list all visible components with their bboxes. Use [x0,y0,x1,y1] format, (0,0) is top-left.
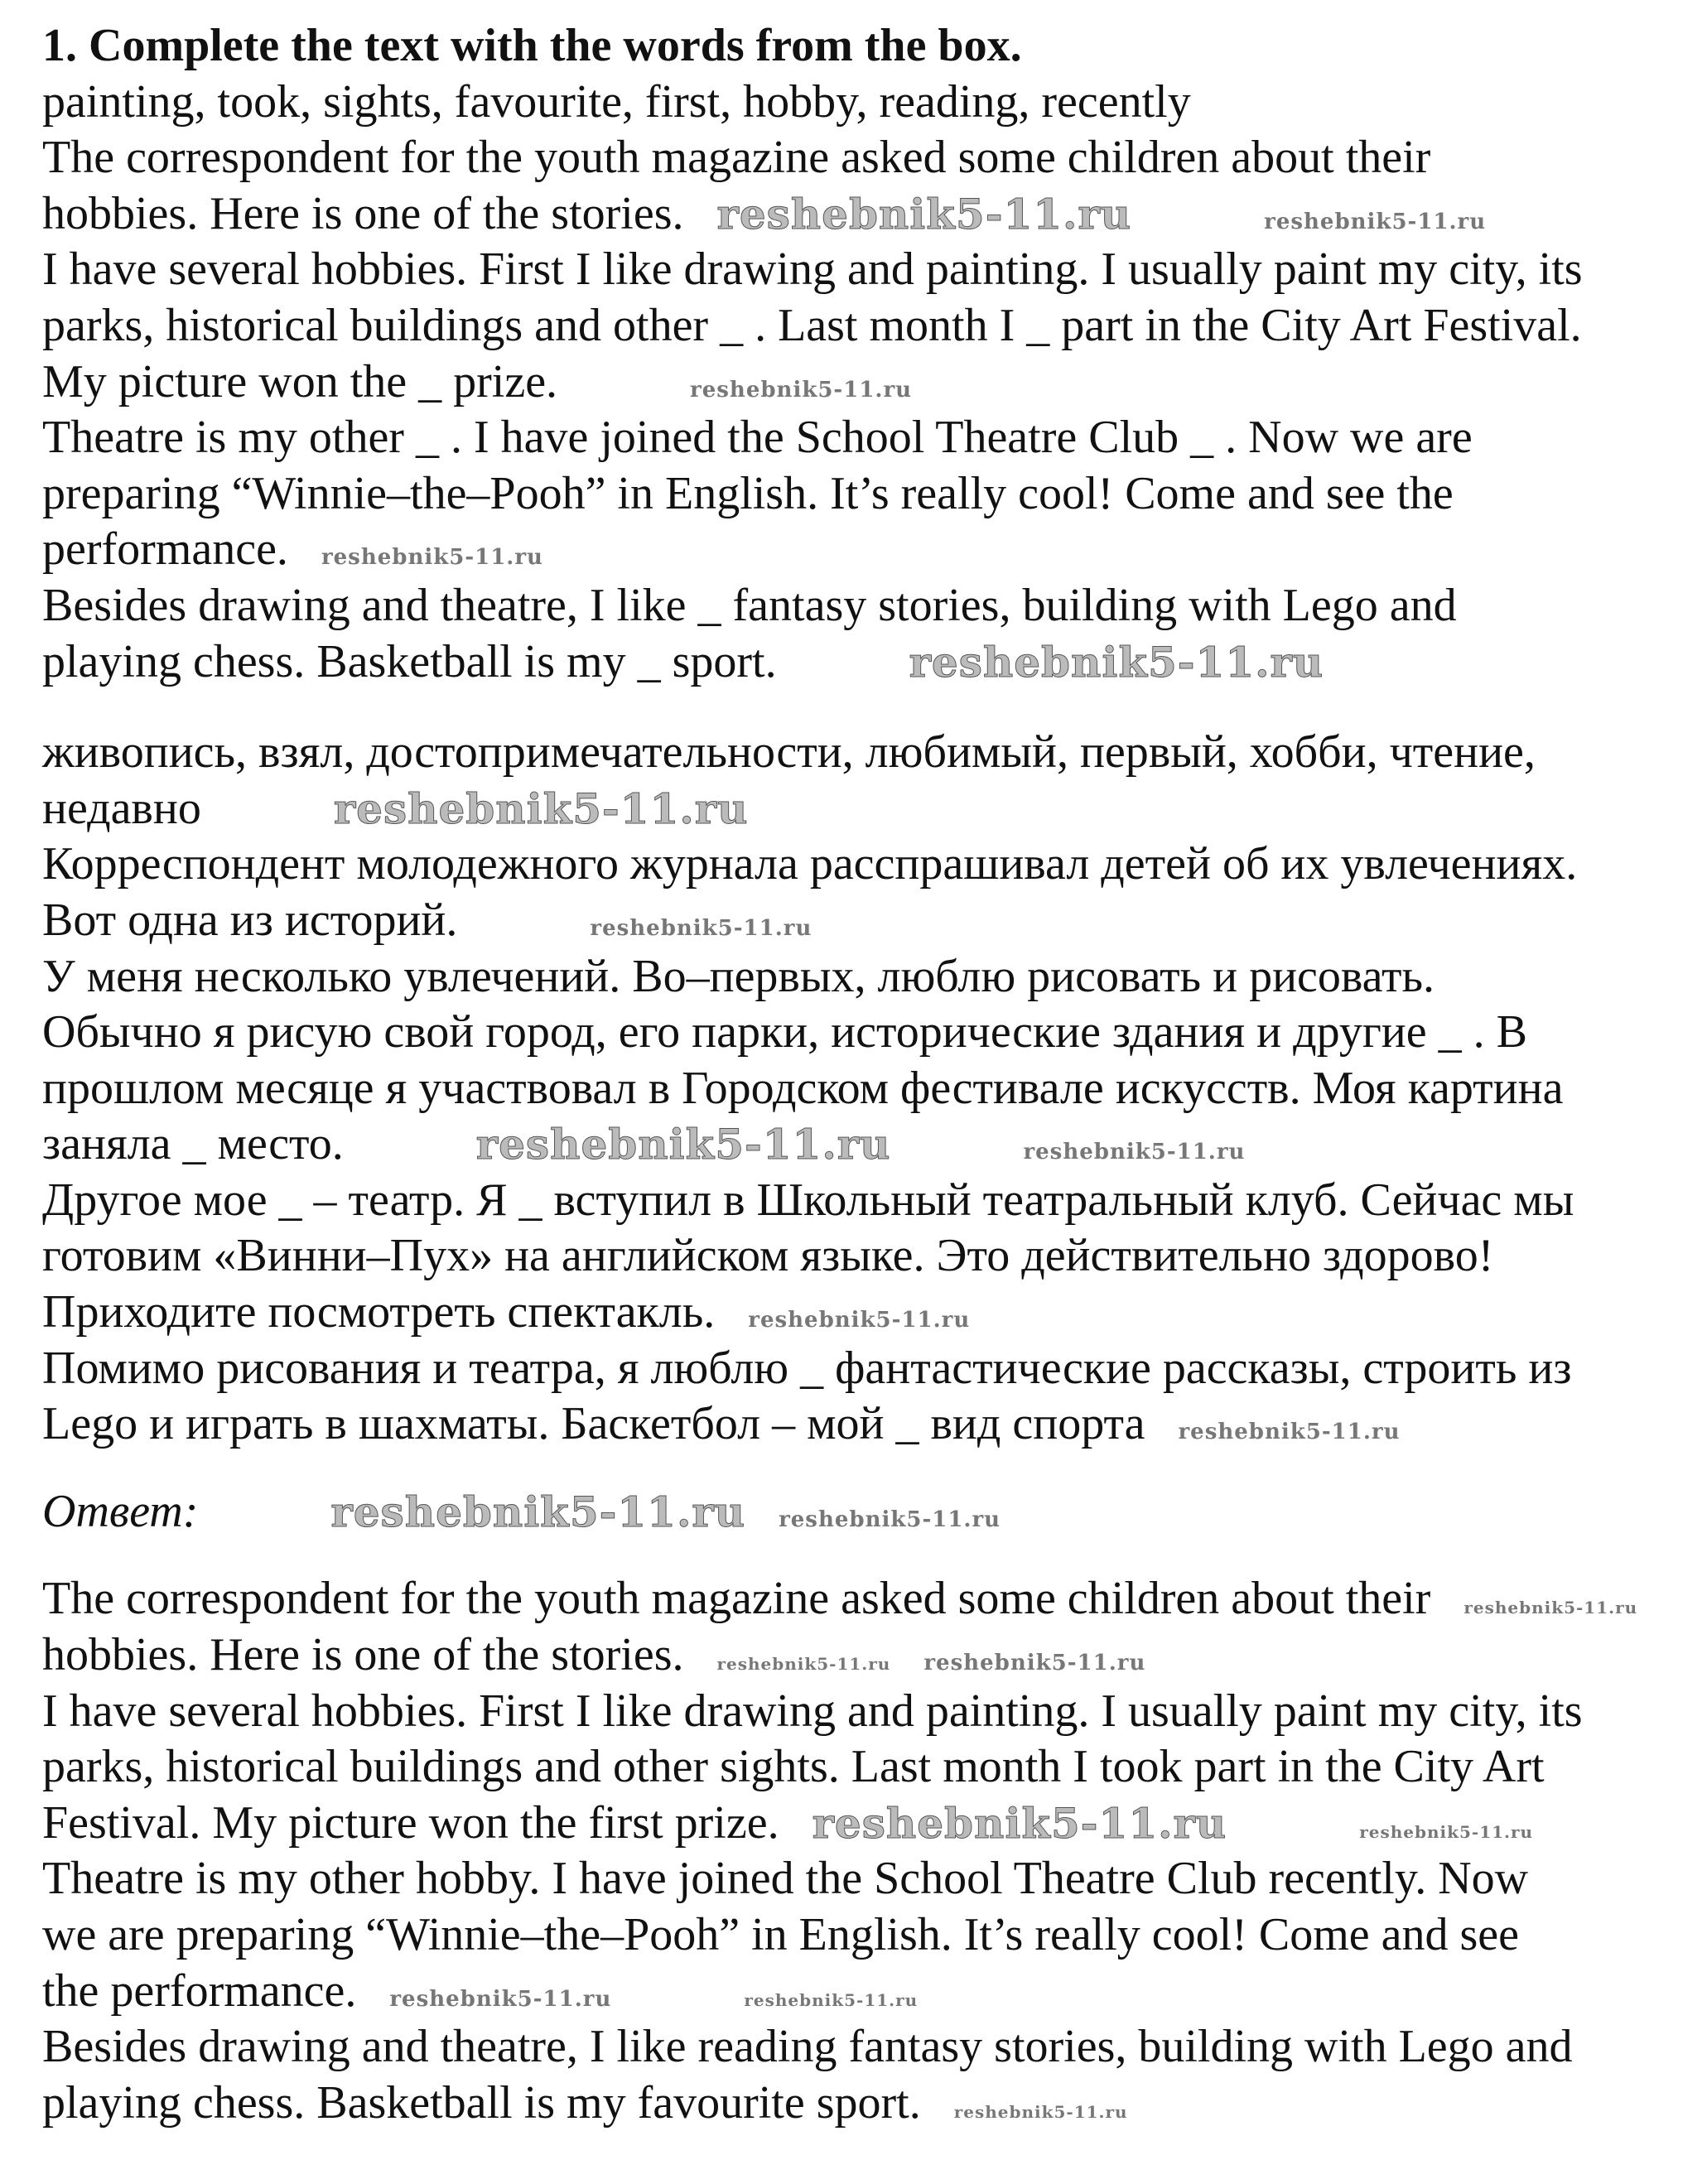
text-line [42,1285,1682,1341]
watermark: reshebnik5-11.ru [716,189,1132,239]
watermark: reshebnik5-11.ru [330,1487,746,1536]
document-page [42,18,1682,2131]
answer-label-line [42,1484,1682,1540]
text-line: Besides drawing and theatre, I like _ fantasy stories, building with Lego and [42,579,1457,631]
line-text: playing chess. Basketball is my favourite sport. [42,2076,921,2129]
line-text: Вот одна из историй. [42,894,458,946]
watermark: reshebnik5-11.ru [953,2101,1128,2122]
watermark: reshebnik5-11.ru [909,637,1324,687]
watermark: reshebnik5-11.ru [923,1651,1146,1676]
text-line [42,522,1682,578]
text-line: Обычно я рисую свой город, его парки, исторические здания и другие _ . В [42,1006,1527,1058]
watermark: reshebnik5-11.ru [744,1989,919,2010]
line-text: Lego и играть в шахматы. Баскетбол – мой _ вид спорта [42,1398,1145,1450]
text-line [42,781,1682,837]
line-text: playing chess. Basketball is my _ sport. [42,635,777,687]
line-text: hobbies. Here is one of the stories. [42,1629,684,1681]
answer-label: Ответ: [42,1485,199,1537]
text-line [42,1796,1682,1852]
text-line [42,2076,1682,2132]
text-line [42,1571,1682,1627]
line-text: Приходите посмотреть спектакль. [42,1286,716,1338]
watermark: reshebnik5-11.ru [779,1507,1001,1532]
watermark: reshebnik5-11.ru [321,545,543,571]
line-text: Festival. My picture won the first prize. [42,1796,779,1849]
text-line: готовим «Винни–Пух» на английском языке. Это действительно здорово! [42,1230,1494,1282]
watermark: reshebnik5-11.ru [1023,1140,1246,1165]
watermark: reshebnik5-11.ru [690,377,913,403]
watermark: reshebnik5-11.ru [475,1120,891,1169]
text-line [42,1116,1682,1173]
text-line: I have several hobbies. First I like drawing and painting. I usually paint my city, its [42,1685,1583,1737]
watermark: reshebnik5-11.ru [748,1308,971,1333]
text-line [42,893,1682,949]
text-line [42,354,1682,411]
text-line [42,186,1682,243]
text-line: Другое мое _ – театр. Я _ вступил в Школьный театральный клуб. Сейчас мы [42,1174,1574,1226]
watermark: reshebnik5-11.ru [1359,1821,1534,1842]
text-line: Помимо рисования и театра, я люблю _ фантастические рассказы, строить из [42,1342,1572,1394]
text-line: parks, historical buildings and other _ . Last month I _ part in the City Art Festival. [42,299,1582,351]
watermark: reshebnik5-11.ru [1264,209,1487,234]
text-line: У меня несколько увлечений. Во–первых, люблю рисовать и рисовать. [42,950,1435,1002]
watermark: reshebnik5-11.ru [333,783,749,833]
answer-text [42,1571,1682,2131]
translation-text [42,725,1682,1453]
line-text: hobbies. Here is one of the stories. [42,187,684,239]
line-text: performance. [42,523,288,576]
text-line: parks, historical buildings and other sights. Last month I took part in the City Art [42,1741,1545,1793]
exercise-title: 1. Complete the text with the words from the box. [42,20,1022,71]
watermark: reshebnik5-11.ru [590,915,813,941]
text-line [42,1964,1682,2020]
text-line [42,1627,1682,1684]
text-line: Theatre is my other _ . I have joined the School Theatre Club _ . Now we are [42,412,1473,464]
watermark: reshebnik5-11.ru [1463,1598,1638,1618]
line-text: недавно [42,782,201,834]
watermark: reshebnik5-11.ru [1178,1420,1401,1445]
watermark: reshebnik5-11.ru [716,1654,891,1675]
text-line: Besides drawing and theatre, I like reading fantasy stories, building with Lego and [42,2021,1573,2073]
line-text: My picture won the _ prize. [42,355,558,407]
watermark: reshebnik5-11.ru [812,1798,1227,1848]
line-text: The correspondent for the youth magazine asked some children about their [42,1573,1431,1625]
line-text: the performance. [42,1965,357,2017]
text-line: прошлом месяце я участвовал в Городском фестивале искусств. Моя картина [42,1062,1564,1114]
text-line: we are preparing “Winnie–the–Pooh” in English. It’s really cool! Come and see [42,1909,1519,1960]
watermark: reshebnik5-11.ru [389,1986,612,2012]
text-line: I have several hobbies. First I like drawing and painting. I usually paint my city, its [42,243,1583,296]
text-line: The correspondent for the youth magazine asked some children about their [42,132,1431,184]
text-line [42,634,1682,691]
text-line: живопись, взял, достопримечательности, любимый, первый, хобби, чтение, [42,726,1536,779]
text-line: Корреспондент молодежного журнала расспрашивал детей об их увлечениях. [42,838,1578,890]
task-text [42,130,1682,690]
text-line [42,1396,1682,1453]
text-line: preparing “Winnie–the–Pooh” in English. It’s really cool! Come and see the [42,467,1454,519]
word-box: painting, took, sights, favourite, first, hobby, reading, recently [42,75,1191,128]
line-text: заняла _ место. [42,1118,344,1170]
text-line: Theatre is my other hobby. I have joined the School Theatre Club recently. Now [42,1853,1529,1905]
